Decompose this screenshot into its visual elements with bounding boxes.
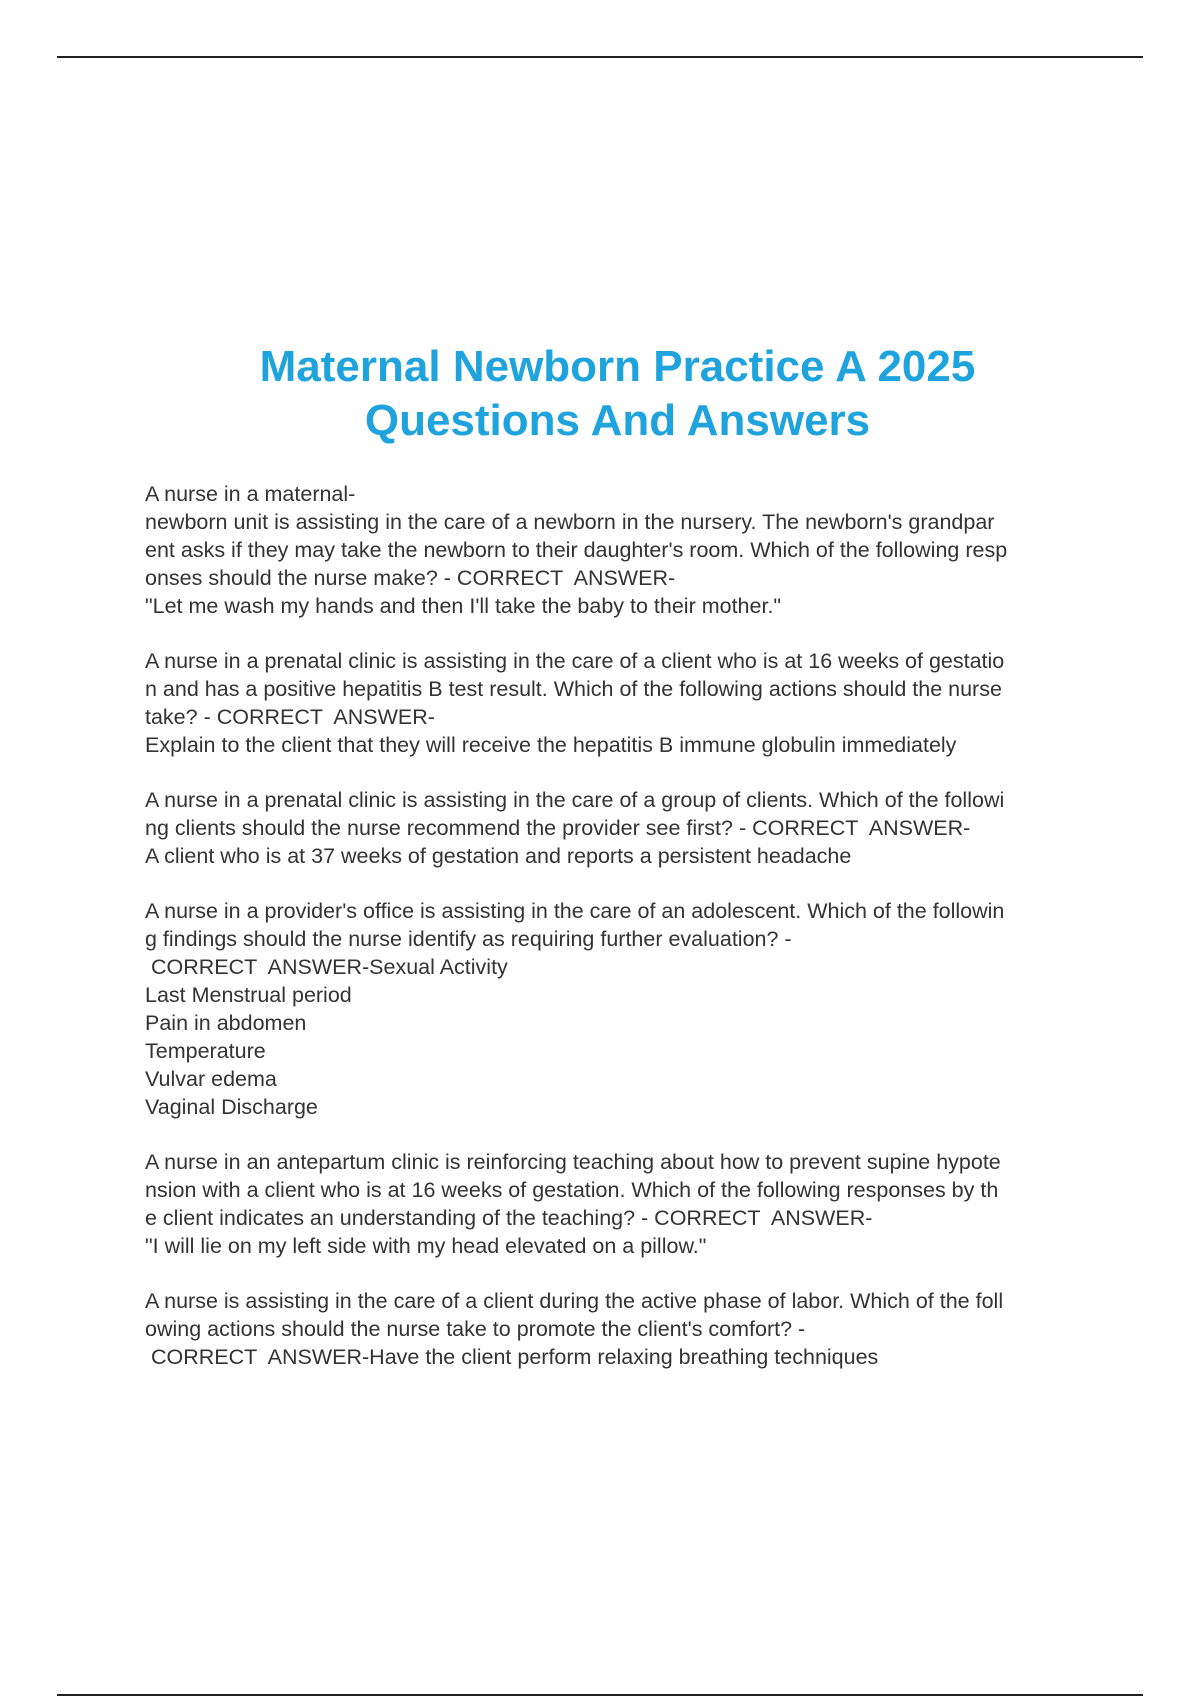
qa-line: A nurse is assisting in the care of a client during the active phase of labor. Which of the foll — [145, 1289, 1004, 1313]
qa-line: ent asks if they may take the newborn to their daughter's room. Which of the following resp — [145, 538, 1008, 562]
qa-line: newborn unit is assisting in the care of a newborn in the nursery. The newborn's grandpar — [145, 510, 995, 534]
qa-answer: "I will lie on my left side with my head elevated on a pillow." — [145, 1234, 707, 1258]
qa-line: onses should the nurse make? - CORRECT ANSWER- — [145, 566, 676, 590]
qa-line: A nurse in a maternal- — [145, 482, 356, 506]
qa-line: n and has a positive hepatitis B test result. Which of the following actions should the nurse — [145, 677, 1002, 701]
qa-line: A nurse in a prenatal clinic is assisting in the care of a client who is at 16 weeks of gestatio — [145, 649, 1005, 673]
qa-answer: Vaginal Discharge — [145, 1095, 318, 1119]
qa-answer: Pain in abdomen — [145, 1011, 307, 1035]
qa-list — [145, 480, 1105, 1398]
qa-item — [145, 1148, 1105, 1260]
title-line-1: Maternal Newborn Practice A 2025 — [259, 342, 976, 391]
qa-answer: Last Menstrual period — [145, 983, 352, 1007]
qa-line: g findings should the nurse identify as requiring further evaluation? - — [145, 927, 792, 951]
qa-answer: Vulvar edema — [145, 1067, 277, 1091]
qa-answer: "Let me wash my hands and then I'll take the baby to their mother." — [145, 594, 782, 618]
footer-rule — [57, 1694, 1143, 1696]
qa-answer: CORRECT ANSWER-Have the client perform relaxing breathing techniques — [145, 1345, 879, 1369]
title-line-2: Questions And Answers — [364, 396, 871, 445]
header-rule — [57, 56, 1143, 58]
qa-answer: CORRECT ANSWER-Sexual Activity — [145, 955, 508, 979]
document-title — [0, 340, 1200, 448]
qa-line: ng clients should the nurse recommend the provider see first? - CORRECT ANSWER- — [145, 816, 971, 840]
qa-answer: Explain to the client that they will receive the hepatitis B immune globulin immediately — [145, 733, 957, 757]
qa-line: A nurse in a provider's office is assisting in the care of an adolescent. Which of the followin — [145, 899, 1005, 923]
qa-item — [145, 647, 1105, 759]
qa-answer: Temperature — [145, 1039, 266, 1063]
qa-line: owing actions should the nurse take to promote the client's comfort? - — [145, 1317, 806, 1341]
qa-line: nsion with a client who is at 16 weeks of gestation. Which of the following responses by th — [145, 1178, 999, 1202]
qa-item — [145, 786, 1105, 870]
qa-line: take? - CORRECT ANSWER- — [145, 705, 435, 729]
qa-item — [145, 1287, 1105, 1371]
qa-item — [145, 897, 1105, 1121]
qa-item — [145, 480, 1105, 620]
qa-answer: A client who is at 37 weeks of gestation and reports a persistent headache — [145, 844, 852, 868]
qa-line: e client indicates an understanding of the teaching? - CORRECT ANSWER- — [145, 1206, 873, 1230]
qa-line: A nurse in a prenatal clinic is assisting in the care of a group of clients. Which of the followi — [145, 788, 1005, 812]
qa-line: A nurse in an antepartum clinic is reinforcing teaching about how to prevent supine hypote — [145, 1150, 1001, 1174]
